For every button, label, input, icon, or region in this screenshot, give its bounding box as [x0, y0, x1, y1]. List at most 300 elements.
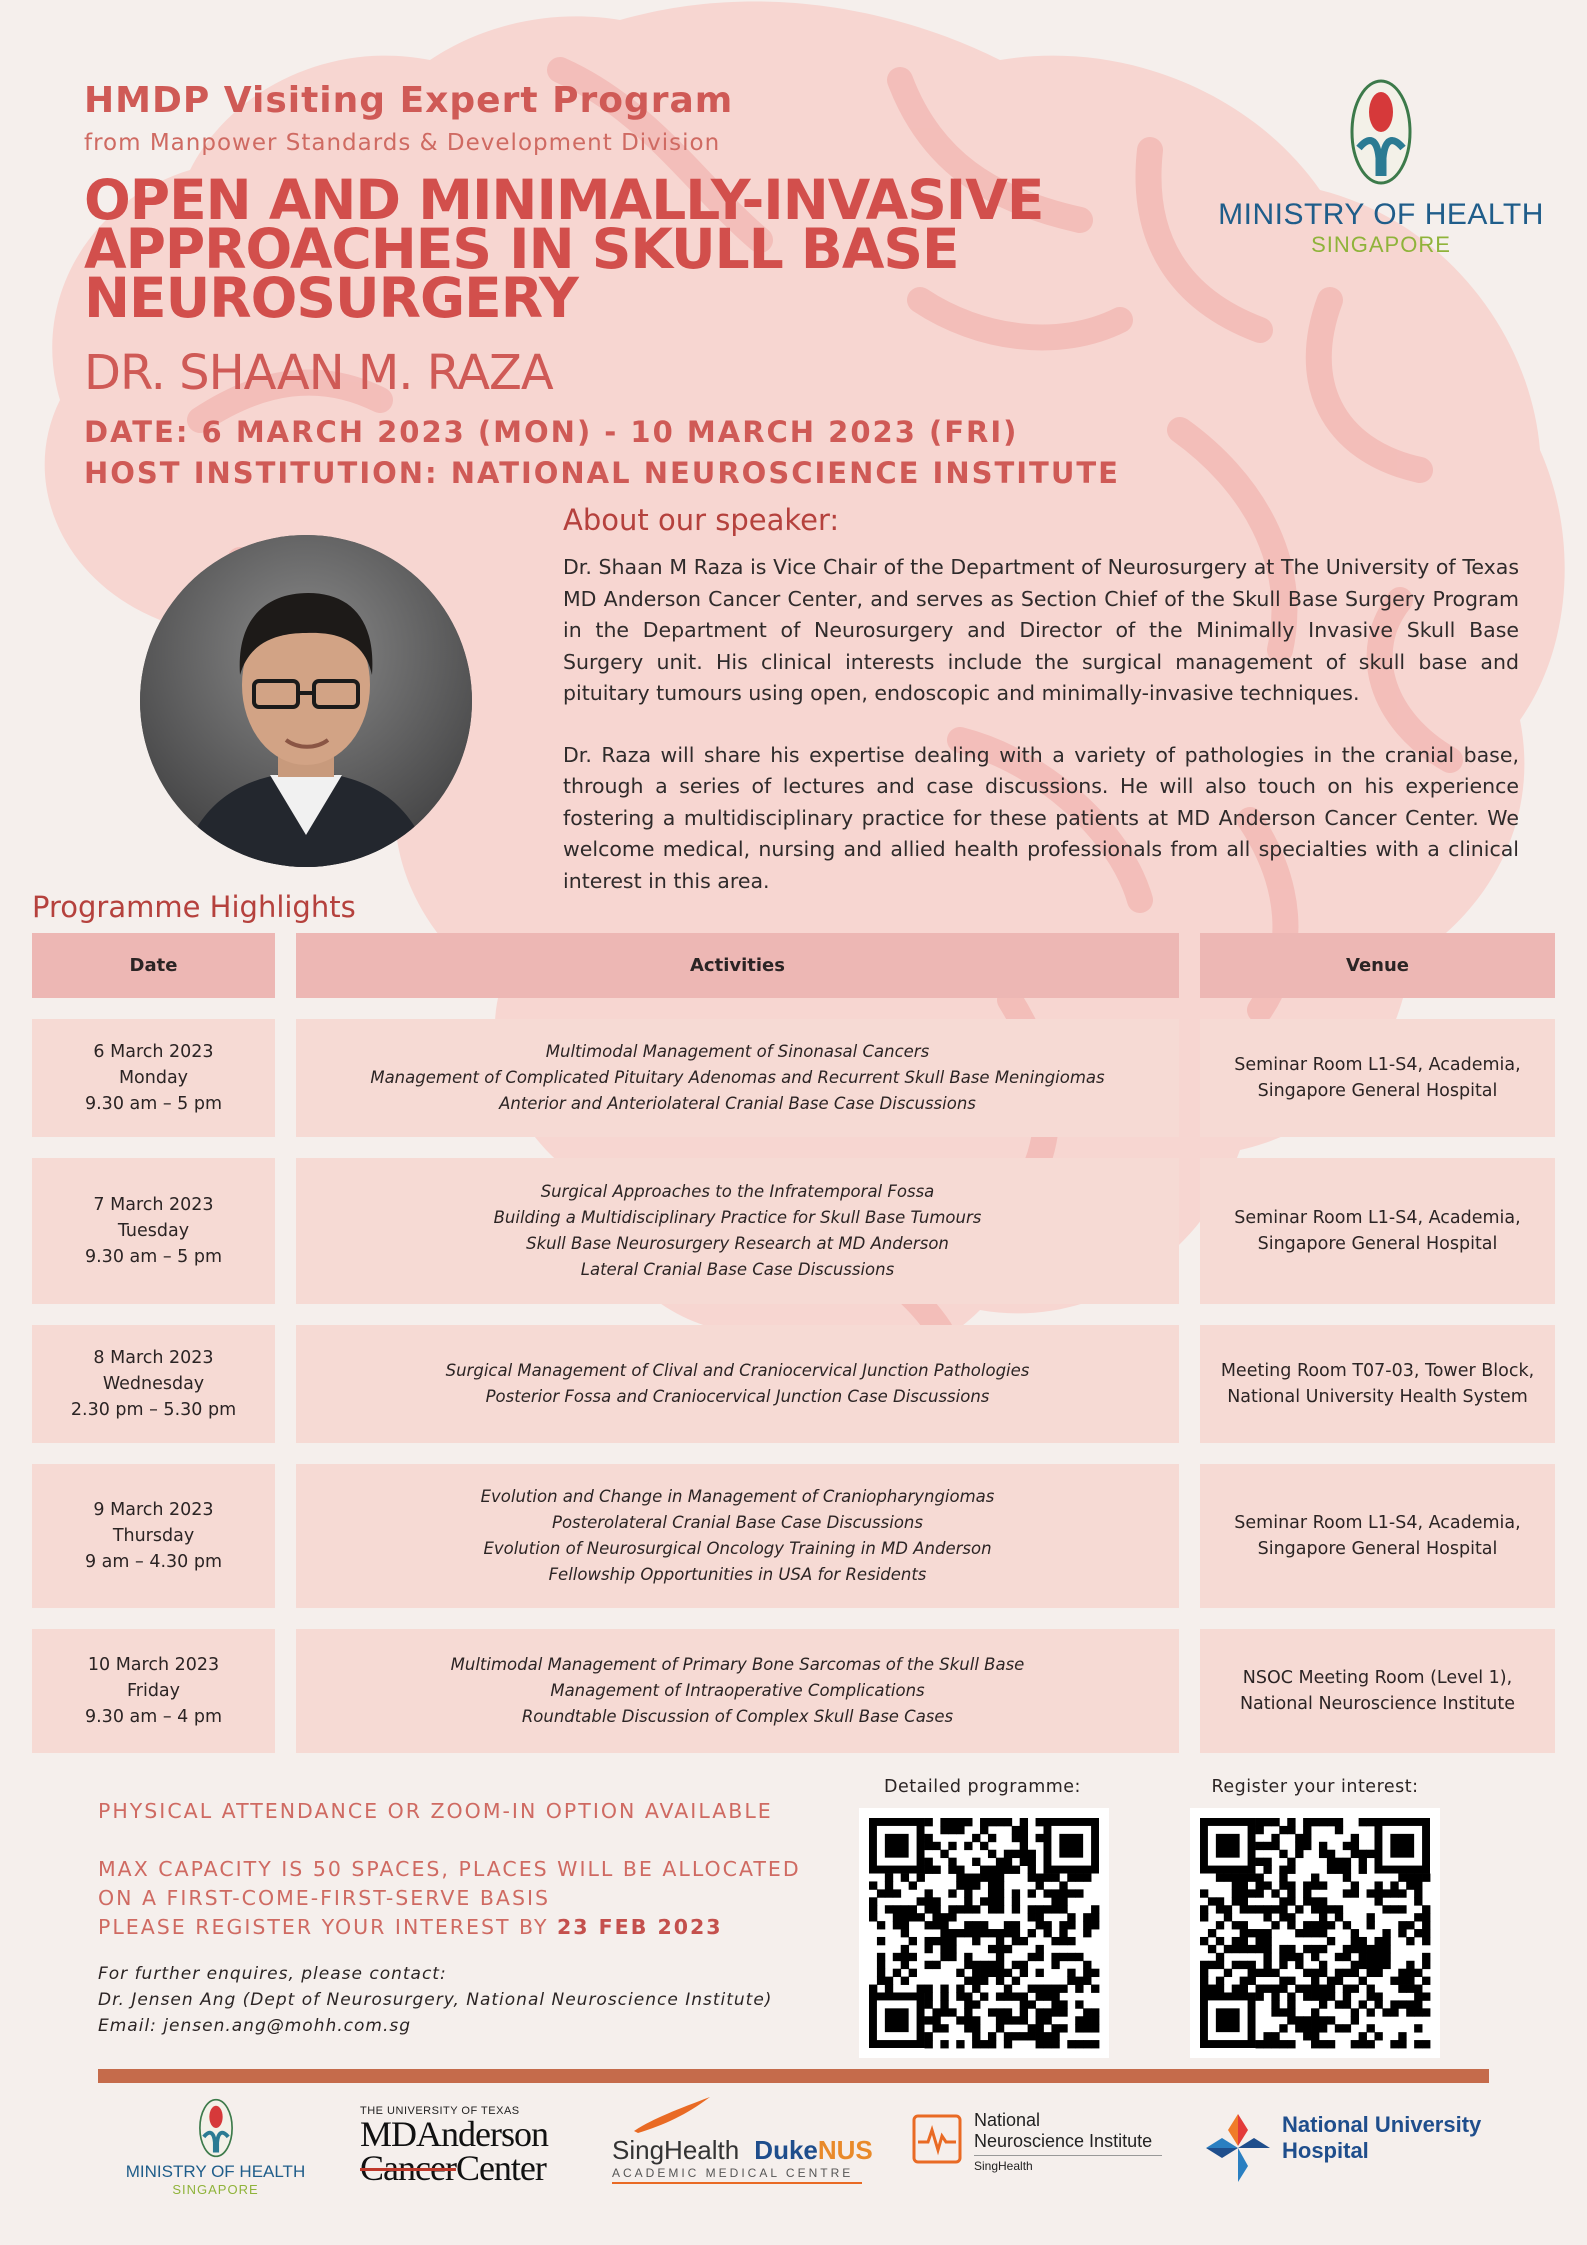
qr-module — [893, 1969, 901, 1977]
date-time: 9.30 am – 5 pm — [84, 1094, 223, 1114]
qr-module — [1091, 1969, 1099, 1977]
qr-module — [1067, 1969, 1075, 1977]
qr-module — [893, 1913, 901, 1921]
qr-module — [1200, 1913, 1208, 1921]
register-deadline — [98, 1915, 723, 1939]
qr-module — [925, 2000, 933, 2008]
activity-item: Evolution and Change in Management of Craniopharyngiomas — [480, 1487, 995, 1506]
qr-module — [988, 1905, 996, 1913]
qr-module — [1059, 2024, 1067, 2032]
qr-module — [901, 1977, 909, 1985]
attendance-notice: PHYSICAL ATTENDANCE OR ZOOM-IN OPTION AVAILABLE — [98, 1799, 773, 1823]
qr-module — [1020, 1937, 1028, 1945]
qr-module — [1414, 1969, 1422, 1977]
qr-module — [1271, 1985, 1279, 1993]
qr-module — [1200, 1889, 1208, 1897]
qr-module — [1319, 2024, 1327, 2032]
qr-module — [932, 2008, 940, 2016]
qr-module — [1319, 1961, 1327, 1969]
qr-module — [885, 1977, 893, 1985]
qr-module — [925, 2040, 933, 2048]
qr-module — [1051, 1889, 1059, 1897]
qr-module — [1004, 1850, 1012, 1858]
qr-module — [1311, 1921, 1319, 1929]
qr-module — [1311, 1977, 1319, 1985]
qr-module — [1004, 1992, 1012, 2000]
qr-module — [1216, 1937, 1224, 1945]
qr-module — [1279, 1977, 1287, 1985]
qr-module — [1020, 1858, 1028, 1866]
qr-module — [1319, 1945, 1327, 1953]
table-row-venue — [1200, 1019, 1555, 1137]
qr-module — [1020, 1834, 1028, 1842]
table-row-venue — [1200, 1158, 1555, 1304]
qr-module — [877, 1953, 885, 1961]
qr-module — [1216, 1905, 1224, 1913]
qr-module — [1240, 1921, 1248, 1929]
qr-module — [1422, 1921, 1430, 1929]
qr-module — [972, 1905, 980, 1913]
qr-module — [948, 1937, 956, 1945]
qr-module — [1028, 2024, 1036, 2032]
qr-module — [1279, 1881, 1287, 1889]
qr-module — [1414, 1881, 1422, 1889]
qr-module — [1028, 1889, 1036, 1897]
table-row-activities — [296, 1019, 1179, 1137]
qr-module — [964, 1889, 972, 1897]
qr-module — [1414, 1985, 1422, 1993]
qr-module — [980, 1842, 988, 1850]
qr-module — [940, 2000, 948, 2008]
qr-module — [1279, 1905, 1287, 1913]
qr-module — [1036, 1992, 1044, 2000]
qr-module — [1263, 1961, 1271, 1969]
qr-module — [1043, 1985, 1051, 1993]
qr-module — [1398, 1977, 1406, 1985]
qr-module — [1351, 2016, 1359, 2024]
qr-module — [1374, 1992, 1382, 2000]
qr-module — [1335, 1858, 1343, 1866]
qr-module — [1012, 1850, 1020, 1858]
qr-module — [1367, 1850, 1375, 1858]
qr-module — [1295, 1850, 1303, 1858]
nus-wordmark: NUS — [817, 2135, 873, 2165]
qr-module — [988, 1897, 996, 1905]
qr-module — [1043, 1992, 1051, 2000]
qr-module — [1374, 1961, 1382, 1969]
qr-module — [1240, 1905, 1248, 1913]
qr-module — [940, 1945, 948, 1953]
qr-module — [1216, 1897, 1224, 1905]
qr-module — [1311, 1874, 1319, 1882]
qr-module — [1287, 1992, 1295, 2000]
qr-module — [1263, 1842, 1271, 1850]
mda-university: THE UNIVERSITY OF TEXAS — [360, 2105, 520, 2117]
activity-item: Posterolateral Cranial Base Case Discussions — [552, 1513, 923, 1532]
qr-module — [1279, 1961, 1287, 1969]
qr-module — [1422, 1992, 1430, 2000]
qr-module — [901, 1921, 909, 1929]
qr-module — [1303, 2024, 1311, 2032]
programme-heading: Programme Highlights — [32, 890, 356, 924]
qr-module — [1200, 1969, 1208, 1977]
qr-module — [972, 2032, 980, 2040]
qr-module — [1224, 1945, 1232, 1953]
qr-module — [1028, 1866, 1036, 1874]
qr-module — [1406, 2008, 1414, 2016]
qr-module — [1303, 1881, 1311, 1889]
qr-module — [877, 1889, 885, 1897]
qr-module — [1200, 1905, 1208, 1913]
table-row-date — [32, 1158, 275, 1304]
event-title-line: NEUROSURGERY — [84, 266, 578, 330]
qr-module — [980, 1977, 988, 1985]
venue-line: National Neuroscience Institute — [1239, 1694, 1516, 1714]
qr-module — [948, 1953, 956, 1961]
qr-module — [1067, 1913, 1075, 1921]
qr-module — [1240, 1937, 1248, 1945]
date-weekday: Tuesday — [117, 1221, 190, 1241]
footer-logo-nuh — [1202, 2112, 1502, 2164]
qr-module — [988, 1874, 996, 1882]
qr-module — [1043, 2040, 1051, 2048]
qr-module — [893, 1889, 901, 1897]
qr-module — [948, 1818, 956, 1826]
qr-module — [1051, 1897, 1059, 1905]
activity-item: Management of Intraoperative Complications — [550, 1681, 925, 1700]
qr-module — [1059, 1953, 1067, 1961]
qr-module — [1382, 1945, 1390, 1953]
qr-module — [1263, 1969, 1271, 1977]
qr-module — [1374, 1945, 1382, 1953]
qr-module — [1028, 1985, 1036, 1993]
qr-finder-pattern — [1390, 1834, 1414, 1858]
qr-module — [1311, 1897, 1319, 1905]
qr-module — [1287, 1953, 1295, 1961]
qr-finder-pattern — [885, 2008, 909, 2032]
qr-module — [1248, 1905, 1256, 1913]
qr-module — [1012, 1921, 1020, 1929]
qr-module — [1051, 1937, 1059, 1945]
qr-module — [1051, 1961, 1059, 1969]
qr-module — [1051, 2032, 1059, 2040]
qr-module — [1216, 1953, 1224, 1961]
qr-module — [1263, 1985, 1271, 1993]
qr-module — [1043, 1889, 1051, 1897]
qr-module — [1240, 1889, 1248, 1897]
qr-module — [917, 1897, 925, 1905]
qr-module — [1240, 1985, 1248, 1993]
qr-module — [1303, 1897, 1311, 1905]
qr-module — [1240, 1961, 1248, 1969]
qr-module — [1059, 2008, 1067, 2016]
qr-module — [1398, 1905, 1406, 1913]
qr-module — [1327, 2040, 1335, 2048]
qr-module — [1343, 1921, 1351, 1929]
qr-module — [1367, 1985, 1375, 1993]
qr-module — [1398, 1985, 1406, 1993]
qr-module — [1374, 1969, 1382, 1977]
qr-module — [956, 1929, 964, 1937]
qr-module — [996, 2008, 1004, 2016]
qr-module — [1351, 1985, 1359, 1993]
qr-module — [885, 1985, 893, 1993]
qr-module — [925, 2032, 933, 2040]
qr-module — [932, 1866, 940, 1874]
qr-module — [1382, 1961, 1390, 1969]
qr-module — [901, 1874, 909, 1882]
qr-module — [1398, 1929, 1406, 1937]
qr-module — [1422, 1905, 1430, 1913]
qr-module — [940, 2008, 948, 2016]
qr-module — [948, 1929, 956, 1937]
qr-module — [1036, 2040, 1044, 2048]
table-row-activities — [296, 1629, 1179, 1753]
qr-module — [1083, 1929, 1091, 1937]
qr-module — [1343, 1953, 1351, 1961]
qr-module — [1295, 1929, 1303, 1937]
qr-module — [1287, 1913, 1295, 1921]
qr-module — [1398, 1921, 1406, 1929]
qr-module — [1263, 2032, 1271, 2040]
qr-module — [1390, 2008, 1398, 2016]
about-heading: About our speaker: — [563, 503, 840, 537]
qr-module — [1012, 1866, 1020, 1874]
qr-module — [980, 1818, 988, 1826]
qr-module — [1075, 2024, 1083, 2032]
qr-module — [1279, 2040, 1287, 2048]
qr-code-programme[interactable] — [859, 1808, 1109, 2058]
qr-module — [1422, 1977, 1430, 1985]
qr-module — [1311, 1881, 1319, 1889]
qr-module — [1059, 2000, 1067, 2008]
qr-module — [1398, 2040, 1406, 2048]
qr-module — [1036, 2008, 1044, 2016]
footer-logo-singhealth-duke-nus — [612, 2095, 873, 2184]
qr-module — [1343, 2000, 1351, 2008]
qr-module — [1295, 1953, 1303, 1961]
qr-module — [1343, 1889, 1351, 1897]
qr-module — [964, 1961, 972, 1969]
qr-module — [1335, 1953, 1343, 1961]
qr-module — [1351, 1842, 1359, 1850]
qr-module — [1351, 1850, 1359, 1858]
qr-module — [1367, 1913, 1375, 1921]
qr-module — [1004, 1945, 1012, 1953]
contact-email: Email: jensen.ang@mohh.com.sg — [98, 2016, 412, 2036]
qr-module — [885, 1889, 893, 1897]
qr-module — [1319, 2016, 1327, 2024]
qr-module — [1390, 1881, 1398, 1889]
qr-module — [1311, 2040, 1319, 2048]
qr-module — [1083, 2016, 1091, 2024]
qr-module — [988, 1945, 996, 1953]
qr-module — [1248, 1961, 1256, 1969]
qr-module — [1279, 1850, 1287, 1858]
qr-module — [1043, 1874, 1051, 1882]
duke-wordmark: Duke — [754, 2135, 818, 2165]
qr-module — [1232, 1921, 1240, 1929]
qr-module — [964, 1921, 972, 1929]
qr-module — [1051, 2040, 1059, 2048]
qr-module — [925, 1961, 933, 1969]
qr-module — [964, 1905, 972, 1913]
qr-module — [909, 1937, 917, 1945]
qr-module — [1319, 1897, 1327, 1905]
qr-module — [1256, 1842, 1264, 1850]
qr-module — [996, 1889, 1004, 1897]
qr-module — [1414, 1874, 1422, 1882]
qr-module — [988, 1961, 996, 1969]
footer-divider — [98, 2069, 1489, 2083]
qr-module — [1303, 1929, 1311, 1937]
qr-finder-pattern — [1216, 1834, 1240, 1858]
qr-module — [1303, 1834, 1311, 1842]
nni-name-line: National — [974, 2110, 1041, 2130]
qr-module — [1036, 1969, 1044, 1977]
qr-module — [996, 2024, 1004, 2032]
qr-code-register[interactable] — [1190, 1808, 1440, 2058]
qr-module — [1256, 1985, 1264, 1993]
qr-module — [956, 1826, 964, 1834]
qr-module — [1020, 1818, 1028, 1826]
date-time: 9.30 am – 4 pm — [84, 1707, 223, 1727]
qr-module — [1335, 1905, 1343, 1913]
qr-module — [1028, 1929, 1036, 1937]
qr-module — [1004, 2040, 1012, 2048]
qr-module — [925, 1945, 933, 1953]
qr-module — [1020, 1842, 1028, 1850]
qr-module — [1271, 1905, 1279, 1913]
qr-module — [1390, 2000, 1398, 2008]
moh-emblem-icon — [198, 2098, 234, 2158]
qr-module — [1382, 1889, 1390, 1897]
qr-module — [925, 1866, 933, 1874]
moh-country: SINGAPORE — [1311, 232, 1451, 257]
qr-module — [1256, 1858, 1264, 1866]
qr-module — [1398, 1889, 1406, 1897]
qr-module — [1012, 1937, 1020, 1945]
moh-name: MINISTRY OF HEALTH — [1218, 198, 1544, 231]
date-day: 7 March 2023 — [93, 1195, 214, 1215]
qr-module — [1200, 1937, 1208, 1945]
nni-singhealth: SingHealth — [974, 2159, 1033, 2173]
qr-module — [940, 1921, 948, 1929]
qr-module — [1043, 2016, 1051, 2024]
qr-module — [972, 1921, 980, 1929]
moh-emblem-icon — [1349, 78, 1413, 186]
qr-module — [1335, 1818, 1343, 1826]
qr-module — [940, 2024, 948, 2032]
qr-module — [1200, 1961, 1208, 1969]
date-time: 2.30 pm – 5.30 pm — [70, 1400, 237, 1420]
date-weekday: Wednesday — [102, 1374, 205, 1394]
qr-module — [1263, 1905, 1271, 1913]
qr-module — [940, 1818, 948, 1826]
qr-module — [1020, 2000, 1028, 2008]
qr-module — [1059, 1929, 1067, 1937]
qr-module — [1004, 2016, 1012, 2024]
qr-module — [1303, 1985, 1311, 1993]
singhealth-swoosh-icon — [632, 2095, 712, 2135]
qr-module — [1367, 1945, 1375, 1953]
qr-module — [940, 1850, 948, 1858]
qr-module — [1075, 2040, 1083, 2048]
qr-module — [1263, 1881, 1271, 1889]
mda-center: Center — [455, 2148, 546, 2188]
qr-module — [1263, 1913, 1271, 1921]
activity-item: Anterior and Anteriolateral Cranial Base Case Discussions — [499, 1094, 976, 1113]
activity-item: Roundtable Discussion of Complex Skull Base Cases — [521, 1707, 954, 1726]
qr-module — [1036, 1913, 1044, 1921]
qr-module — [1319, 1969, 1327, 1977]
qr-module — [1012, 1889, 1020, 1897]
qr-module — [1248, 1929, 1256, 1937]
qr-module — [1287, 1945, 1295, 1953]
qr-module — [996, 1945, 1004, 1953]
qr-module — [1335, 2024, 1343, 2032]
qr-module — [1224, 1969, 1232, 1977]
qr-module — [972, 2024, 980, 2032]
qr-module — [1028, 2032, 1036, 2040]
qr-module — [1051, 1985, 1059, 1993]
qr-module — [1343, 2024, 1351, 2032]
activity-item: Multimodal Management of Sinonasal Cancers — [545, 1042, 930, 1061]
activity-item: Fellowship Opportunities in USA for Residents — [548, 1565, 927, 1584]
about-speaker-text — [563, 552, 1519, 927]
qr-module — [1208, 1985, 1216, 1993]
qr-module — [1083, 1921, 1091, 1929]
qr-module — [1359, 1818, 1367, 1826]
qr-module — [1295, 1985, 1303, 1993]
qr-module — [1043, 1905, 1051, 1913]
qr-module — [940, 1929, 948, 1937]
division-name: from Manpower Standards & Development Division — [84, 130, 721, 156]
table-row-activities — [296, 1464, 1179, 1608]
qr-module — [1256, 1992, 1264, 2000]
qr-module — [948, 1945, 956, 1953]
qr-module — [1256, 1937, 1264, 1945]
qr-module — [948, 1866, 956, 1874]
qr-module — [972, 2016, 980, 2024]
venue-line: National University Health System — [1227, 1387, 1528, 1407]
qr-module — [1359, 1977, 1367, 1985]
qr-module — [996, 1977, 1004, 1985]
qr-module — [1303, 1921, 1311, 1929]
qr-module — [909, 1881, 917, 1889]
qr-module — [1240, 1897, 1248, 1905]
qr-module — [1004, 2008, 1012, 2016]
qr-finder-pattern — [885, 1834, 909, 1858]
qr-module — [1398, 1874, 1406, 1882]
qr-module — [1319, 1881, 1327, 1889]
qr-module — [1012, 1961, 1020, 1969]
qr-module — [1327, 1992, 1335, 2000]
qr-module — [948, 1913, 956, 1921]
qr-module — [1083, 2040, 1091, 2048]
qr-module — [1295, 1842, 1303, 1850]
qr-module — [1271, 2000, 1279, 2008]
table-row-date — [32, 1464, 275, 1608]
qr-module — [1028, 1953, 1036, 1961]
qr-module — [1083, 2008, 1091, 2016]
qr-module — [1319, 1905, 1327, 1913]
qr-module — [940, 1953, 948, 1961]
activity-item: Surgical Management of Clival and Craniocervical Junction Pathologies — [445, 1361, 1030, 1380]
qr-module — [972, 1874, 980, 1882]
qr-module — [925, 1889, 933, 1897]
qr-module — [1343, 1858, 1351, 1866]
